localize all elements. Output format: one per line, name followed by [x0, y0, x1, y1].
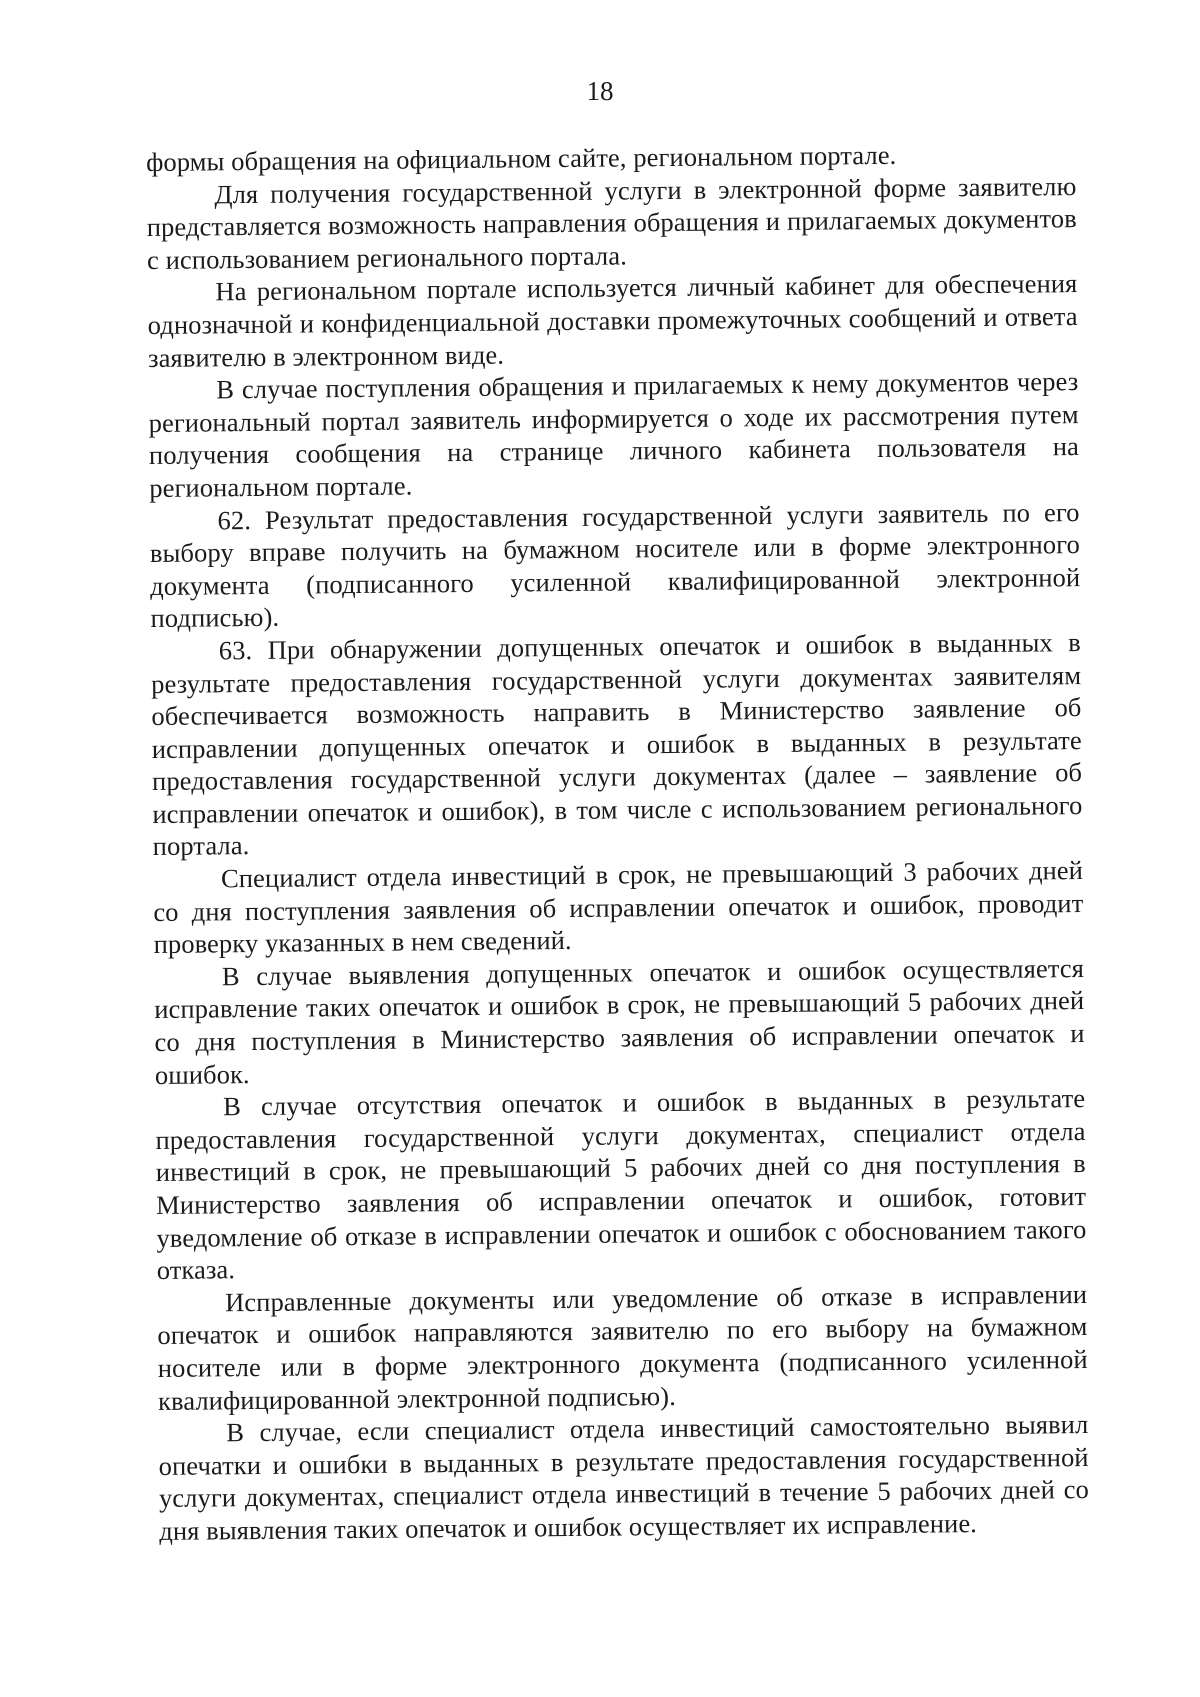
paragraph-personal-cabinet: На региональном портале используется личный кабинет для обеспечения однозначной и конфиденциальной доставки промежуточных сообщений и ответа заявителю в электронном виде.	[147, 268, 1078, 373]
page-number: 18	[586, 76, 614, 106]
paragraph-delivery: Исправленные документы или уведомление об отказе в исправлении опечаток и ошибок направляются заявителю по его выбору на бумажном носителе или в форме электронного документа (подписанного усиленной квалифицированной электронной подписью).	[157, 1278, 1088, 1416]
paragraph-self-correction: В случае, если специалист отдела инвестиций самостоятельно выявил опечатки и ошибки в выданных в результате предоставления государственной услуги документах, специалист отдела инвестиций в течение 5 рабочих дней со дня выявления таких опечаток и ошибок осуществляет их исправление.	[158, 1409, 1090, 1546]
paragraph-correction: В случае выявления допущенных опечаток и ошибок осуществляется исправление таких опечаток и ошибок в срок, не превышающий 5 рабочих дней со дня поступления в Министерство заявления об исправлении опечаток и ошибок.	[154, 952, 1085, 1090]
paragraph-62-result: 62. Результат предоставления государственной услуги заявитель по его выбору вправе получить на бумажном носителе или в форме электронного документа (подписанного усиленной квалифицированной электронной подписью).	[149, 496, 1081, 634]
paragraph-refusal: В случае отсутствия опечаток и ошибок в выданных в результате предоставления государственной услуги документах, специалист отдела инвестиций в срок, не превышающий 5 рабочих дней со дня поступления в Министерство заявления об исправлении опечаток и ошибок, готовит уведомление об отказе в исправлении опечаток и ошибок с обоснованием такого отказа.	[155, 1083, 1087, 1286]
paragraph-continuation: формы обращения на официальном сайте, региональном портале.	[146, 139, 897, 177]
paragraph-application-status: В случае поступления обращения и прилагаемых к нему документов через региональный портал заявитель информируется о ходе их рассмотрения путем получения сообщения на странице личного кабинета пользователя на региональном портале.	[148, 366, 1080, 503]
paragraph-verification: Специалист отдела инвестиций в срок, не превышающий 3 рабочих дней со дня поступления заявления об исправлении опечаток и ошибок, проводит проверку указанных в нем сведений.	[153, 855, 1084, 960]
paragraph-electronic-form: Для получения государственной услуги в электронной форме заявителю представляется возможность направления обращения и прилагаемых документов с использованием регионального портала.	[146, 170, 1077, 275]
paragraph-63-errors: 63. При обнаружении допущенных опечаток и ошибок в выданных в результате предоставления государственной услуги документах заявителям обеспечивается возможность направить в Министерство заявление об исправлении допущенных опечаток и ошибок в выданных в результате предоставления государственной услуги документах (далее – заявление об исправлении опечаток и ошибок), в том числе с использованием регионального портала.	[151, 626, 1083, 862]
document-body	[146, 137, 1089, 1547]
